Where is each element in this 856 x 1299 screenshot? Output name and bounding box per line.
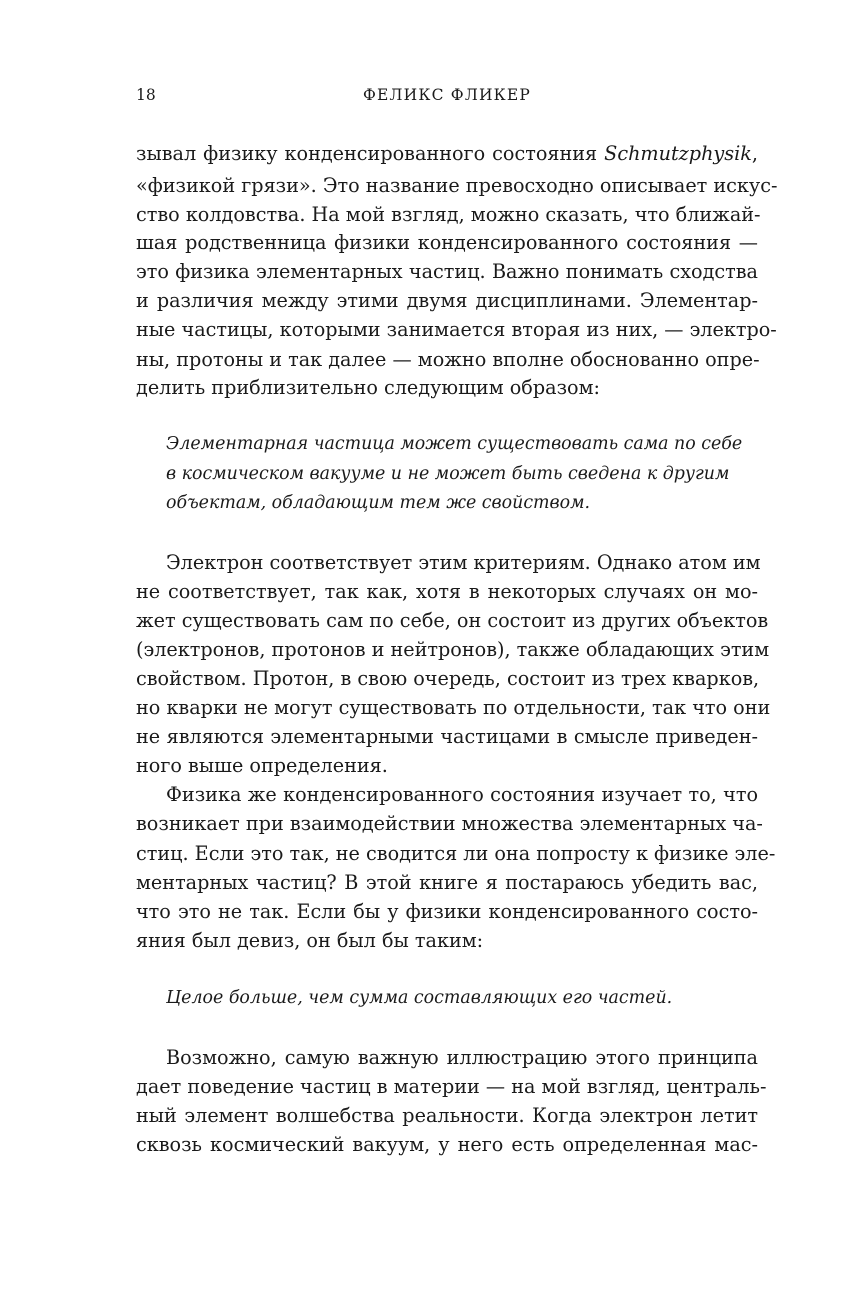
paragraph-line: ные частицы, которыми занимается вторая из них, — электро- <box>136 318 777 341</box>
paragraph-line: что это не так. Если бы у физики конденсированного состо- <box>136 900 758 923</box>
paragraph-line: и различия между этими двумя дисциплинами. Элементар- <box>136 289 758 312</box>
paragraph-line: ментарных частиц? В этой книге я постараюсь убедить вас, <box>136 871 758 894</box>
paragraph-line: Возможно, самую важную иллюстрацию этого принципа <box>166 1046 758 1069</box>
paragraph-line: ного выше определения. <box>136 754 388 777</box>
paragraph-line: ство колдовства. На мой взгляд, можно сказать, что ближай- <box>136 203 761 226</box>
paragraph-line: делить приблизительно следующим образом: <box>136 376 600 399</box>
block-quote-line: Целое больше, чем сумма составляющих его частей. <box>166 988 673 1008</box>
paragraph-line: дает поведение частиц в материи — на мой взгляд, централь- <box>136 1075 767 1098</box>
paragraph-line: (электронов, протонов и нейтронов), также обладающих этим <box>136 638 770 661</box>
block-quote-line: Элементарная частица может существовать сама по себе <box>166 434 743 454</box>
paragraph-line: Физика же конденсированного состояния изучает то, что <box>166 783 758 806</box>
block-quote-line: в космическом вакууме и не может быть сведена к другим <box>166 464 730 484</box>
paragraph-line: это физика элементарных частиц. Важно понимать сходства <box>136 260 758 283</box>
paragraph-line: свойством. Протон, в свою очередь, состоит из трех кварков, <box>136 667 760 690</box>
paragraph-line: «физикой грязи». Это название превосходно описывает искус- <box>136 174 778 197</box>
running-title: ФЕЛИКС ФЛИКЕР <box>362 86 532 104</box>
page-number: 18 <box>136 86 156 104</box>
foreign-term: Schmutzphysik <box>604 142 752 165</box>
paragraph-line: не соответствует, так как, хотя в некоторых случаях он мо- <box>136 580 758 603</box>
paragraph-line: шая родственница физики конденсированного состояния — <box>136 231 758 254</box>
paragraph-line: сквозь космический вакуум, у него есть определенная мас- <box>136 1133 758 1156</box>
paragraph-line: возникает при взаимодействии множества элементарных ча- <box>136 812 763 835</box>
paragraph-line: зывал физику конденсированного состояния Schmutzphysik, <box>136 142 758 165</box>
paragraph-line: ный элемент волшебства реальности. Когда электрон летит <box>136 1104 758 1127</box>
paragraph-line: ны, протоны и так далее — можно вполне обоснованно опре- <box>136 348 760 371</box>
paragraph-line: не являются элементарными частицами в смысле приведен- <box>136 725 758 748</box>
paragraph-line: Электрон соответствует этим критериям. Однако атом им <box>166 551 761 574</box>
paragraph-line: жет существовать сам по себе, он состоит из других объектов <box>136 609 769 632</box>
running-head <box>136 84 758 106</box>
book-page <box>136 0 778 1299</box>
paragraph-line: стиц. Если это так, не сводится ли она попросту к физике эле- <box>136 842 776 865</box>
paragraph-line: но кварки не могут существовать по отдельности, так что они <box>136 696 771 719</box>
block-quote-line: объектам, обладающим тем же свойством. <box>166 493 591 513</box>
paragraph-line: яния был девиз, он был бы таким: <box>136 929 484 952</box>
